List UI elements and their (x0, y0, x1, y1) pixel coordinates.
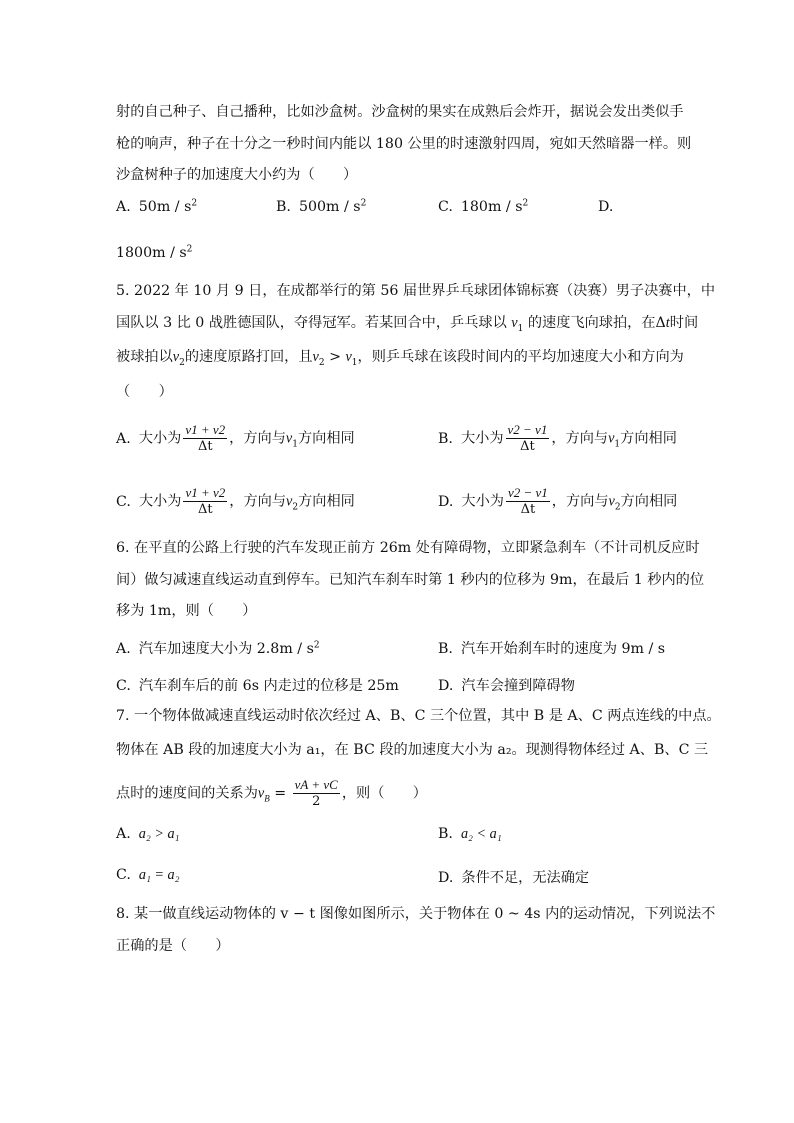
q7-stem-line2: 物体在 AB 段的加速度大小为 a₁，在 BC 段的加速度大小为 a₂。现测得物体经过 A、B、C 三 (116, 742, 709, 758)
q7-option-a: A. a₂ > a₁ (116, 826, 180, 842)
q8-stem-line2: 正确的是（ ） (116, 938, 230, 954)
q5-stem-line2: 国队以 3 比 0 战胜德国队，夺得冠军。若某回合中，乒乓球以 $v_1$ 的速度飞向球拍，在Δt时间 (116, 315, 699, 334)
q5-stem-line3: 被球拍以$v_2$的速度原路打回，且$v_2 > v_1$，则乒乓球在该段时间内的平均加速度大小和方向为 (116, 349, 684, 368)
q5-stem-line4: （ ） (116, 384, 173, 400)
q6-option-c: C. 汽车刹车后的前 6s 内走过的位移是 25m (116, 678, 399, 694)
q6-stem-line1: 6. 在平直的公路上行驶的汽车发现正前方 26m 处有障碍物，立即紧急刹车（不计司机反应时 (116, 540, 700, 556)
q4-option-c: C. $180m / s^2$ (438, 198, 529, 215)
q5-option-d: D. 大小为 $\frac{v2 - v1}{\Delta t}$ ，方向与$v_2$方向相同 (438, 485, 678, 517)
q4-stem-line1: 射的自己种子、自己播种，比如沙盒树。沙盒树的果实在成熟后会炸开，据说会发出类似手 (116, 104, 684, 120)
q7-stem-line3: 点时的速度间的关系为$v_B$ = $\frac{vA + vC}{2}$ ，则（ ） (116, 777, 427, 809)
q6-option-d: D. 汽车会撞到障碍物 (438, 678, 575, 694)
q6-option-b: B. 汽车开始刹车时的速度为 9m / s (438, 641, 666, 657)
q6-option-a: A. 汽车加速度大小为 $2.8m / s^2$ (116, 640, 320, 657)
q7-stem-line1: 7. 一个物体做减速直线运动时依次经过 A、B、C 三个位置，其中 B 是 A、C 两点连线的中点。 (116, 708, 721, 724)
q4-stem-line2: 枪的响声，种子在十分之一秒时间内能以 180 公里的时速激射四周，宛如天然暗器一样。则 (116, 136, 692, 152)
q5-option-b: B. 大小为 $\frac{v2 - v1}{\Delta t}$ ，方向与$v_1$方向相同 (438, 422, 677, 454)
q6-stem-line3: 移为 1m，则（ ） (116, 603, 257, 619)
q7-option-b: B. a₂ < a₁ (438, 826, 502, 842)
q4-option-d-label: D. (598, 199, 614, 215)
q5-option-c: C. 大小为 $\frac{v1 + v2}{\Delta t}$ ，方向与$v_2$方向相同 (116, 485, 355, 517)
q8-stem-line1: 8. 某一做直线运动物体的 v − t 图像如图所示，关于物体在 0 ~ 4s 内的运动情况，下列说法不 (116, 906, 716, 922)
q7-option-d: D. 条件不足，无法确定 (438, 870, 590, 886)
q6-stem-line2: 间）做匀减速直线运动直到停车。已知汽车刹车时第 1 秒内的位移为 9m，在最后 1 秒内的位 (116, 572, 705, 588)
q4-option-b: B. $500m / s^2$ (276, 198, 367, 215)
q4-stem-line3: 沙盒树种子的加速度大小约为（ ） (116, 167, 358, 183)
q5-stem-line1: 5. 2022 年 10 月 9 日，在成都举行的第 56 届世界乒乓球团体锦标赛（决赛）男子决赛中，中 (116, 283, 716, 299)
q7-option-c: C. a₁ = a₂ (116, 867, 180, 883)
q4-option-d: $1800m / s^2$ (116, 244, 193, 261)
q5-option-a: A. 大小为 $\frac{v1 + v2}{\Delta t}$ ，方向与$v_1$方向相同 (116, 422, 355, 454)
q4-option-a: A. $50m / s^2$ (116, 198, 198, 215)
